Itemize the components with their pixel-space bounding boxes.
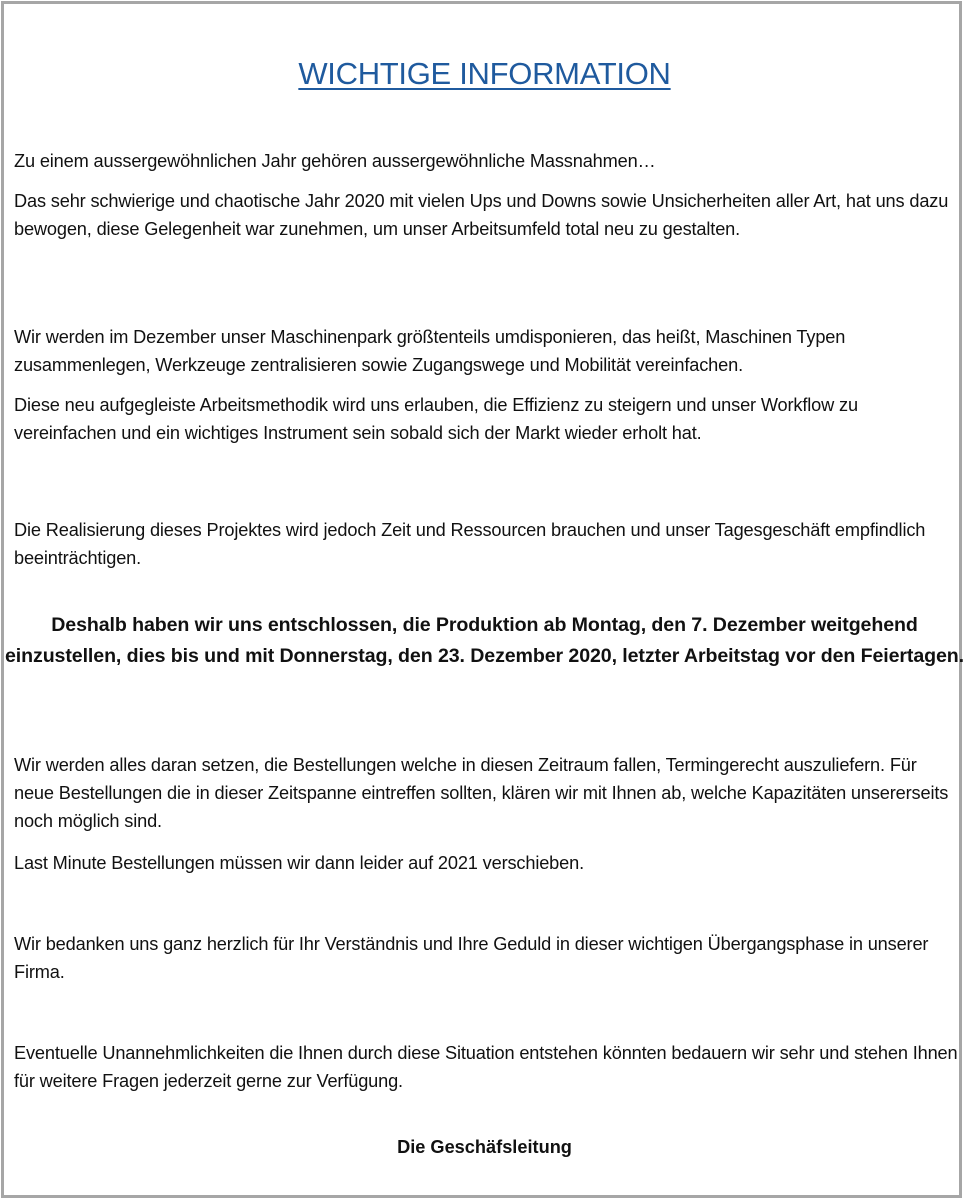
paragraph-orders: Wir werden alles daran setzen, die Bestellungen welche in diesen Zeitraum fallen, Termingerecht auszuliefern. Für neue Bestellungen die in dieser Zeitspanne eintreffen sollten, klären wir mit Ihnen ab, welche Kapazitäten unsererseits noch möglich sind. [14, 755, 949, 831]
paragraph-machines: Wir werden im Dezember unser Maschinenpark größtenteils umdisponieren, das heißt, Maschinen Typen zusammenlegen, Werkzeuge zentralisieren sowie Zugangswege und Mobilität vereinfachen. [14, 327, 846, 375]
document-title: WICHTIGE INFORMATION [298, 56, 671, 91]
paragraph-apology: Eventuelle Unannehmlichkeiten die Ihnen durch diese Situation entstehen könnten bedauern wir sehr und stehen Ihnen für weitere Fragen jederzeit gerne zur Verfügung. [14, 1043, 958, 1091]
paragraph-reason: Das sehr schwierige und chaotische Jahr 2020 mit vielen Ups und Downs sowie Unsicherheiten aller Art, hat uns dazu bewogen, diese Gelegenheit war zunehmen, um unser Arbeitsumfeld total neu zu gestalten. [14, 191, 949, 239]
paragraph-intro: Zu einem aussergewöhnlichen Jahr gehören aussergewöhnliche Massnahmen… [14, 151, 656, 171]
paragraph-thanks: Wir bedanken uns ganz herzlich für Ihr Verständnis und Ihre Geduld in dieser wichtigen Übergangsphase in unserer Firma. [14, 934, 929, 982]
paragraph-realisation: Die Realisierung dieses Projektes wird jedoch Zeit und Ressourcen brauchen und unser Tagesgeschäft empfindlich beeinträchtigen. [14, 520, 926, 568]
paragraph-last-minute: Last Minute Bestellungen müssen wir dann leider auf 2021 verschieben. [14, 853, 584, 873]
document-frame [1, 1, 965, 1198]
paragraph-method: Diese neu aufgegleiste Arbeitsmethodik wird uns erlauben, die Effizienz zu steigern und unser Workflow zu vereinfachen und ein wichtiges Instrument sein sobald sich der Markt wieder erholt hat. [14, 395, 858, 443]
announcement-bold: Deshalb haben wir uns entschlossen, die Produktion ab Montag, den 7. Dezember weitgehend einzustellen, dies bis und mit Donnerstag, den 23. Dezember 2020, letzter Arbeitstag vor den Feiertagen. [4, 614, 965, 667]
signature: Die Geschäfsleitung [397, 1137, 572, 1157]
